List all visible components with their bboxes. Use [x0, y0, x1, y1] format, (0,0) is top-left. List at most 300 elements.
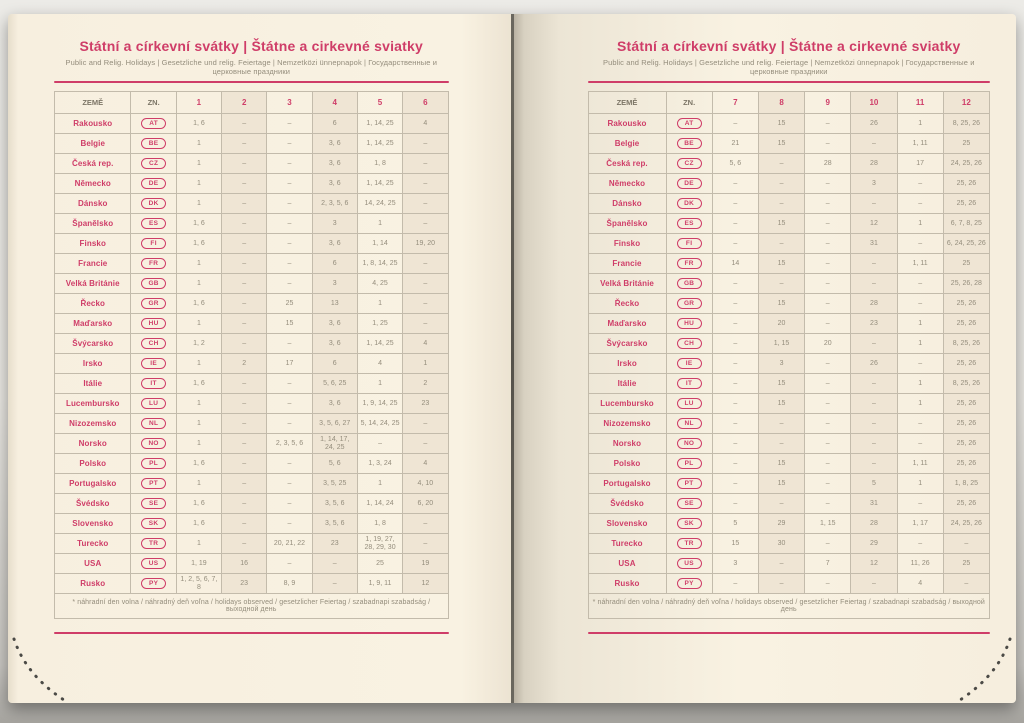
month-value-cell: – — [222, 334, 267, 354]
month-value-cell: 3, 6 — [312, 334, 357, 354]
country-name: Švédsko — [588, 494, 666, 514]
month-value-cell: – — [851, 394, 897, 414]
country-code-badge: SE — [677, 498, 702, 509]
month-value-cell: 1 — [897, 374, 943, 394]
table-row — [55, 574, 449, 594]
country-code-badge: CZ — [141, 158, 166, 169]
table-row — [55, 294, 449, 314]
country-code-badge: SE — [141, 498, 166, 509]
table-row — [55, 114, 449, 134]
month-value-cell: – — [712, 294, 758, 314]
month-value-cell: 15 — [758, 474, 804, 494]
month-value-cell: 12 — [403, 574, 448, 594]
code-cell — [131, 254, 176, 274]
code-cell — [666, 174, 712, 194]
country-name: Německo — [55, 174, 131, 194]
month-value-cell: – — [758, 194, 804, 214]
month-value-cell: – — [805, 214, 851, 234]
month-value-cell: – — [805, 374, 851, 394]
month-value-cell: – — [758, 154, 804, 174]
country-name: Španělsko — [55, 214, 131, 234]
column-header-month-3: 3 — [267, 92, 312, 114]
month-value-cell: – — [897, 174, 943, 194]
month-value-cell: 6 — [312, 254, 357, 274]
month-value-cell: 4, 25 — [357, 274, 402, 294]
table-row — [55, 554, 449, 574]
table-row — [588, 394, 990, 414]
country-code-badge: LU — [141, 398, 166, 409]
month-value-cell: 4 — [403, 114, 448, 134]
month-value-cell: 1, 8 — [357, 514, 402, 534]
bottom-rule — [54, 632, 449, 634]
country-name: Slovensko — [588, 514, 666, 534]
month-value-cell: 20 — [805, 334, 851, 354]
table-row — [588, 154, 990, 174]
month-value-cell: 1 — [897, 114, 943, 134]
month-value-cell: 15 — [712, 534, 758, 554]
month-value-cell: – — [805, 134, 851, 154]
country-name: Řecko — [588, 294, 666, 314]
page-title: Státní a církevní svátky | Štátne a cirkevné sviatky — [616, 38, 961, 54]
month-value-cell: 1 — [176, 174, 221, 194]
month-value-cell: – — [222, 274, 267, 294]
country-name: USA — [55, 554, 131, 574]
country-name: Maďarsko — [55, 314, 131, 334]
code-cell — [131, 434, 176, 454]
month-value-cell: – — [403, 274, 448, 294]
month-value-cell: 8, 9 — [267, 574, 312, 594]
month-value-cell: 1, 3, 24 — [357, 454, 402, 474]
table-row — [588, 514, 990, 534]
month-value-cell: 6, 24, 25, 26 — [943, 234, 989, 254]
month-value-cell: 25, 26 — [943, 194, 989, 214]
month-value-cell: 31 — [851, 494, 897, 514]
country-code-badge: ES — [677, 218, 702, 229]
code-cell — [131, 494, 176, 514]
month-value-cell: – — [805, 314, 851, 334]
month-value-cell: 3 — [312, 274, 357, 294]
month-value-cell: – — [897, 354, 943, 374]
month-value-cell: 5 — [851, 474, 897, 494]
table-row — [55, 394, 449, 414]
month-value-cell: – — [267, 334, 312, 354]
country-name: Turecko — [588, 534, 666, 554]
month-value-cell: 3, 6 — [312, 234, 357, 254]
code-cell — [131, 394, 176, 414]
table-row — [55, 134, 449, 154]
page-title: Státní a církevní svátky | Štátne a cirkevné sviatky — [79, 38, 423, 54]
month-value-cell: 1, 17 — [897, 514, 943, 534]
month-value-cell: – — [267, 134, 312, 154]
month-value-cell: 25, 26 — [943, 414, 989, 434]
month-value-cell: 1 — [357, 214, 402, 234]
month-value-cell: 1, 14, 25 — [357, 134, 402, 154]
code-cell — [131, 534, 176, 554]
country-code-badge: DE — [677, 178, 702, 189]
month-value-cell: 16 — [222, 554, 267, 574]
month-value-cell: 29 — [758, 514, 804, 534]
month-value-cell: – — [403, 214, 448, 234]
code-cell — [666, 434, 712, 454]
month-value-cell: 1, 6 — [176, 494, 221, 514]
month-value-cell: 2, 3, 5, 6 — [312, 194, 357, 214]
footnote: * náhradní den volna / náhradný deň voľna / holidays observed / gesetzlicher Feiertag / szabadnapi szabadság / выходной день — [55, 594, 449, 619]
column-header-month-2: 2 — [222, 92, 267, 114]
month-value-cell: – — [267, 254, 312, 274]
month-value-cell: – — [758, 434, 804, 454]
month-value-cell: – — [851, 254, 897, 274]
country-code-badge: NO — [141, 438, 166, 449]
month-value-cell: 15 — [758, 294, 804, 314]
month-value-cell: 2, 3, 5, 6 — [267, 434, 312, 454]
month-value-cell: 25, 26, 28 — [943, 274, 989, 294]
month-value-cell: 14 — [712, 254, 758, 274]
table-row — [588, 354, 990, 374]
code-cell — [666, 374, 712, 394]
country-code-badge: TR — [141, 538, 166, 549]
month-value-cell: – — [712, 274, 758, 294]
diary-spread — [8, 14, 1016, 703]
page-left — [8, 14, 511, 703]
month-value-cell: – — [222, 254, 267, 274]
month-value-cell: – — [805, 394, 851, 414]
country-code-badge: IE — [677, 358, 702, 369]
month-value-cell: 1, 11 — [897, 254, 943, 274]
month-value-cell: 15 — [758, 214, 804, 234]
month-value-cell: 1, 6 — [176, 234, 221, 254]
code-cell — [131, 214, 176, 234]
month-value-cell: – — [267, 274, 312, 294]
month-value-cell: – — [758, 494, 804, 514]
month-value-cell: 25, 26 — [943, 494, 989, 514]
country-name: Česká rep. — [588, 154, 666, 174]
month-value-cell: – — [851, 274, 897, 294]
month-value-cell: 15 — [758, 374, 804, 394]
month-value-cell: 1 — [357, 374, 402, 394]
month-value-cell: 1 — [176, 314, 221, 334]
month-value-cell: 28 — [805, 154, 851, 174]
month-value-cell: 15 — [758, 254, 804, 274]
country-name: Polsko — [588, 454, 666, 474]
month-value-cell: 6, 7, 8, 25 — [943, 214, 989, 234]
table-row — [588, 114, 990, 134]
country-name: Polsko — [55, 454, 131, 474]
table-row — [55, 414, 449, 434]
month-value-cell: 1 — [176, 134, 221, 154]
month-value-cell: 1, 11 — [897, 454, 943, 474]
month-value-cell: 1, 9, 11 — [357, 574, 402, 594]
table-row — [55, 314, 449, 334]
month-value-cell: 3, 5, 6 — [312, 514, 357, 534]
month-value-cell: 4 — [403, 454, 448, 474]
month-value-cell: – — [805, 174, 851, 194]
month-value-cell: 3, 5, 6, 27 — [312, 414, 357, 434]
month-value-cell: – — [222, 534, 267, 554]
month-value-cell: 24, 25, 26 — [943, 154, 989, 174]
month-value-cell: 20, 21, 22 — [267, 534, 312, 554]
country-code-badge: SK — [141, 518, 166, 529]
code-cell — [131, 334, 176, 354]
code-cell — [666, 554, 712, 574]
column-header-month-12: 12 — [943, 92, 989, 114]
month-value-cell: – — [805, 114, 851, 134]
month-value-cell: 1, 11 — [897, 134, 943, 154]
column-header-month-10: 10 — [851, 92, 897, 114]
month-value-cell: 2 — [403, 374, 448, 394]
month-value-cell: 4 — [357, 354, 402, 374]
month-value-cell: 1, 14, 25 — [357, 114, 402, 134]
month-value-cell: – — [712, 414, 758, 434]
month-value-cell: – — [712, 114, 758, 134]
country-code-badge: FI — [677, 238, 702, 249]
code-cell — [666, 494, 712, 514]
month-value-cell: 12 — [851, 214, 897, 234]
month-value-cell: 3 — [312, 214, 357, 234]
month-value-cell: 12 — [851, 554, 897, 574]
country-code-badge: FR — [141, 258, 166, 269]
month-value-cell: – — [222, 434, 267, 454]
month-value-cell: 1 — [403, 354, 448, 374]
country-name: Maďarsko — [588, 314, 666, 334]
table-row — [55, 154, 449, 174]
code-cell — [131, 554, 176, 574]
table-row — [55, 474, 449, 494]
country-name: Švédsko — [55, 494, 131, 514]
code-cell — [666, 234, 712, 254]
month-value-cell: 1 — [897, 314, 943, 334]
month-value-cell: – — [222, 514, 267, 534]
month-value-cell: – — [851, 194, 897, 214]
column-header-country: ZEMĚ — [588, 92, 666, 114]
country-name: Dánsko — [588, 194, 666, 214]
country-name: Nizozemsko — [55, 414, 131, 434]
title-divider-rule — [588, 81, 991, 83]
month-value-cell: 17 — [897, 154, 943, 174]
month-value-cell: 3 — [712, 554, 758, 574]
month-value-cell: – — [267, 394, 312, 414]
month-value-cell: 3, 6 — [312, 394, 357, 414]
month-value-cell: – — [758, 554, 804, 574]
table-row — [55, 494, 449, 514]
month-value-cell: 1 — [357, 474, 402, 494]
month-value-cell: – — [943, 574, 989, 594]
table-row — [588, 474, 990, 494]
month-value-cell: 25, 26 — [943, 394, 989, 414]
month-value-cell: 4, 10 — [403, 474, 448, 494]
table-row — [588, 334, 990, 354]
month-value-cell: – — [805, 254, 851, 274]
month-value-cell: – — [712, 354, 758, 374]
month-value-cell: 5, 14, 24, 25 — [357, 414, 402, 434]
month-value-cell: 1, 19, 27, 28, 29, 30 — [357, 534, 402, 554]
table-row — [588, 434, 990, 454]
country-code-badge: FI — [141, 238, 166, 249]
country-name: Portugalsko — [55, 474, 131, 494]
code-cell — [666, 534, 712, 554]
month-value-cell: 3, 6 — [312, 154, 357, 174]
month-value-cell: 3, 6 — [312, 134, 357, 154]
table-row — [588, 574, 990, 594]
month-value-cell: 5, 6 — [712, 154, 758, 174]
column-header-month-1: 1 — [176, 92, 221, 114]
table-row — [588, 214, 990, 234]
month-value-cell: 21 — [712, 134, 758, 154]
country-code-badge: CH — [141, 338, 166, 349]
month-value-cell: 1, 6 — [176, 114, 221, 134]
month-value-cell: – — [222, 374, 267, 394]
month-value-cell: 19, 20 — [403, 234, 448, 254]
month-value-cell: 1, 15 — [805, 514, 851, 534]
month-value-cell: 1 — [897, 334, 943, 354]
month-value-cell: – — [222, 194, 267, 214]
month-value-cell: – — [851, 334, 897, 354]
month-value-cell: – — [312, 574, 357, 594]
table-row — [588, 534, 990, 554]
code-cell — [666, 314, 712, 334]
column-header-month-4: 4 — [312, 92, 357, 114]
month-value-cell: 2 — [222, 354, 267, 374]
country-code-badge: PT — [677, 478, 702, 489]
month-value-cell: 7 — [805, 554, 851, 574]
code-cell — [131, 294, 176, 314]
code-cell — [131, 474, 176, 494]
month-value-cell: – — [805, 574, 851, 594]
country-name: Francie — [588, 254, 666, 274]
table-row — [55, 214, 449, 234]
code-cell — [666, 134, 712, 154]
month-value-cell: – — [851, 434, 897, 454]
month-value-cell: 19 — [403, 554, 448, 574]
code-cell — [131, 234, 176, 254]
month-value-cell: – — [805, 234, 851, 254]
month-value-cell: – — [851, 134, 897, 154]
month-value-cell: 29 — [851, 534, 897, 554]
month-value-cell: – — [712, 214, 758, 234]
country-name: Belgie — [55, 134, 131, 154]
month-value-cell: 25, 26 — [943, 294, 989, 314]
table-row — [55, 454, 449, 474]
code-cell — [666, 114, 712, 134]
month-value-cell: – — [267, 374, 312, 394]
month-value-cell: – — [897, 234, 943, 254]
month-value-cell: 1, 14, 25 — [357, 174, 402, 194]
month-value-cell: – — [758, 234, 804, 254]
page-left-content — [8, 14, 511, 703]
month-value-cell: 25, 26 — [943, 174, 989, 194]
column-header-country: ZEMĚ — [55, 92, 131, 114]
month-value-cell: – — [712, 394, 758, 414]
country-code-badge: GB — [677, 278, 702, 289]
month-value-cell: – — [222, 314, 267, 334]
month-value-cell: – — [805, 534, 851, 554]
month-value-cell: – — [403, 134, 448, 154]
month-value-cell: 30 — [758, 534, 804, 554]
country-name: Irsko — [588, 354, 666, 374]
code-cell — [131, 574, 176, 594]
country-name: Rusko — [588, 574, 666, 594]
table-row — [588, 294, 990, 314]
code-cell — [131, 194, 176, 214]
table-row — [588, 174, 990, 194]
holidays-table-months-7-12 — [588, 91, 991, 619]
month-value-cell: – — [267, 114, 312, 134]
month-value-cell: – — [851, 374, 897, 394]
table-row — [588, 194, 990, 214]
month-value-cell: – — [267, 414, 312, 434]
month-value-cell: – — [222, 234, 267, 254]
month-value-cell: – — [805, 414, 851, 434]
country-code-badge: DK — [141, 198, 166, 209]
month-value-cell: 28 — [851, 154, 897, 174]
month-value-cell: 1, 6 — [176, 294, 221, 314]
page-right — [514, 14, 1017, 703]
month-value-cell: 25 — [943, 254, 989, 274]
country-code-badge: HU — [677, 318, 702, 329]
code-cell — [131, 154, 176, 174]
country-code-badge: US — [141, 558, 166, 569]
month-value-cell: – — [851, 454, 897, 474]
month-value-cell: – — [851, 574, 897, 594]
month-value-cell: 23 — [222, 574, 267, 594]
month-value-cell: 1 — [176, 274, 221, 294]
column-header-code: ZN. — [666, 92, 712, 114]
month-value-cell: 1 — [176, 474, 221, 494]
month-value-cell: 25 — [267, 294, 312, 314]
month-value-cell: – — [851, 414, 897, 434]
month-value-cell: – — [267, 554, 312, 574]
month-value-cell: – — [712, 434, 758, 454]
column-header-code: ZN. — [131, 92, 176, 114]
page-right-content — [514, 14, 1017, 703]
code-cell — [666, 274, 712, 294]
month-value-cell: – — [943, 534, 989, 554]
month-value-cell: 4 — [897, 574, 943, 594]
table-row — [588, 134, 990, 154]
country-code-badge: HU — [141, 318, 166, 329]
code-cell — [666, 574, 712, 594]
month-value-cell: – — [267, 214, 312, 234]
country-code-badge: CH — [677, 338, 702, 349]
table-row — [55, 254, 449, 274]
country-code-badge: TR — [677, 538, 702, 549]
month-value-cell: – — [805, 194, 851, 214]
country-code-badge: PY — [141, 578, 166, 589]
country-name: Itálie — [588, 374, 666, 394]
month-value-cell: 28 — [851, 514, 897, 534]
month-value-cell: – — [712, 494, 758, 514]
country-code-badge: PY — [677, 578, 702, 589]
country-code-badge: GR — [677, 298, 702, 309]
code-cell — [666, 354, 712, 374]
country-name: Irsko — [55, 354, 131, 374]
table-row — [588, 374, 990, 394]
month-value-cell: 1, 14, 24 — [357, 494, 402, 514]
month-value-cell: 1, 15 — [758, 334, 804, 354]
code-cell — [131, 134, 176, 154]
month-value-cell: – — [403, 514, 448, 534]
month-value-cell: – — [758, 414, 804, 434]
month-value-cell: 1 — [176, 254, 221, 274]
month-value-cell: – — [222, 174, 267, 194]
code-cell — [131, 454, 176, 474]
month-value-cell: – — [712, 234, 758, 254]
month-value-cell: 6, 20 — [403, 494, 448, 514]
month-value-cell: 1 — [897, 394, 943, 414]
country-name: Rakousko — [55, 114, 131, 134]
country-code-badge: NL — [677, 418, 702, 429]
month-value-cell: 15 — [758, 394, 804, 414]
country-name: Itálie — [55, 374, 131, 394]
